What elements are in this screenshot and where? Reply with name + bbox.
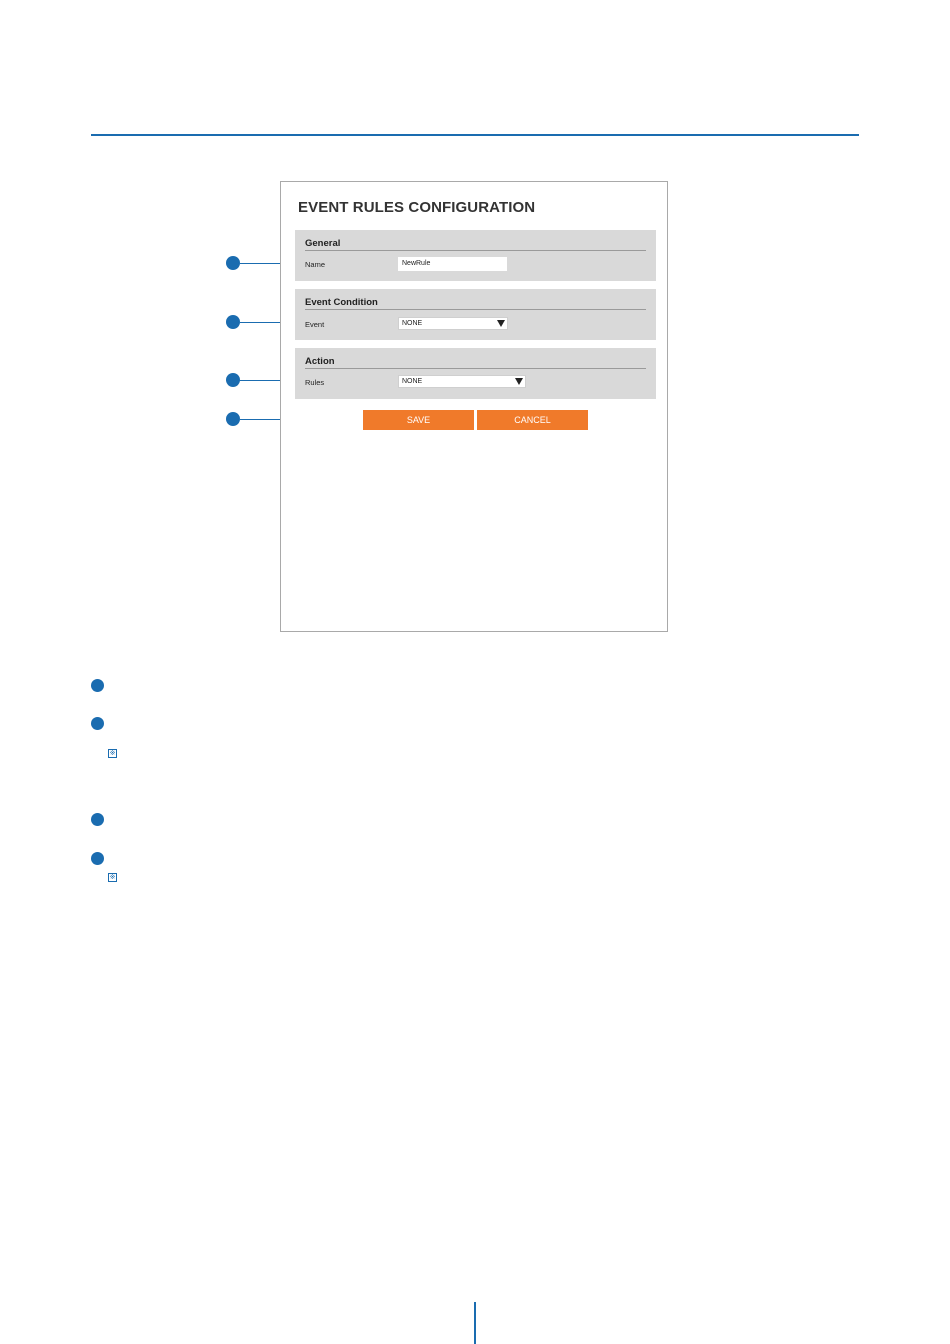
name-label: Name [305,260,326,269]
callout-2-icon [226,315,240,329]
description-4-icon [91,852,104,865]
cancel-button[interactable]: CANCEL [477,410,588,430]
general-divider [305,250,646,251]
callout-1-icon [226,256,240,270]
description-3-icon [91,813,104,826]
event-label: Event [305,320,325,329]
callout-4-icon [226,412,240,426]
chevron-down-icon [515,378,523,385]
event-select-value: NONE [402,320,423,327]
action-divider [305,368,646,369]
page-footer-marker [474,1302,476,1344]
callout-3-icon [226,373,240,387]
save-button[interactable]: SAVE [363,410,474,430]
action-section-title: Action [305,356,335,367]
rules-select-value: NONE [402,378,423,385]
rules-select[interactable] [398,375,526,388]
rules-label: Rules [305,378,325,387]
note-icon: ※ [109,750,116,757]
event-rules-panel [280,181,668,632]
event-condition-divider [305,309,646,310]
note-icon: ※ [109,874,116,881]
header-rule [91,134,859,136]
description-2-icon [91,717,104,730]
name-input[interactable]: NewRule [398,257,507,271]
description-1-icon [91,679,104,692]
general-section-title: General [305,238,341,249]
event-select[interactable] [398,317,508,330]
event-condition-section [295,289,656,340]
panel-title: EVENT RULES CONFIGURATION [298,199,536,216]
event-condition-section-title: Event Condition [305,297,378,308]
action-section [295,348,656,399]
chevron-down-icon [497,320,505,327]
general-section [295,230,656,281]
